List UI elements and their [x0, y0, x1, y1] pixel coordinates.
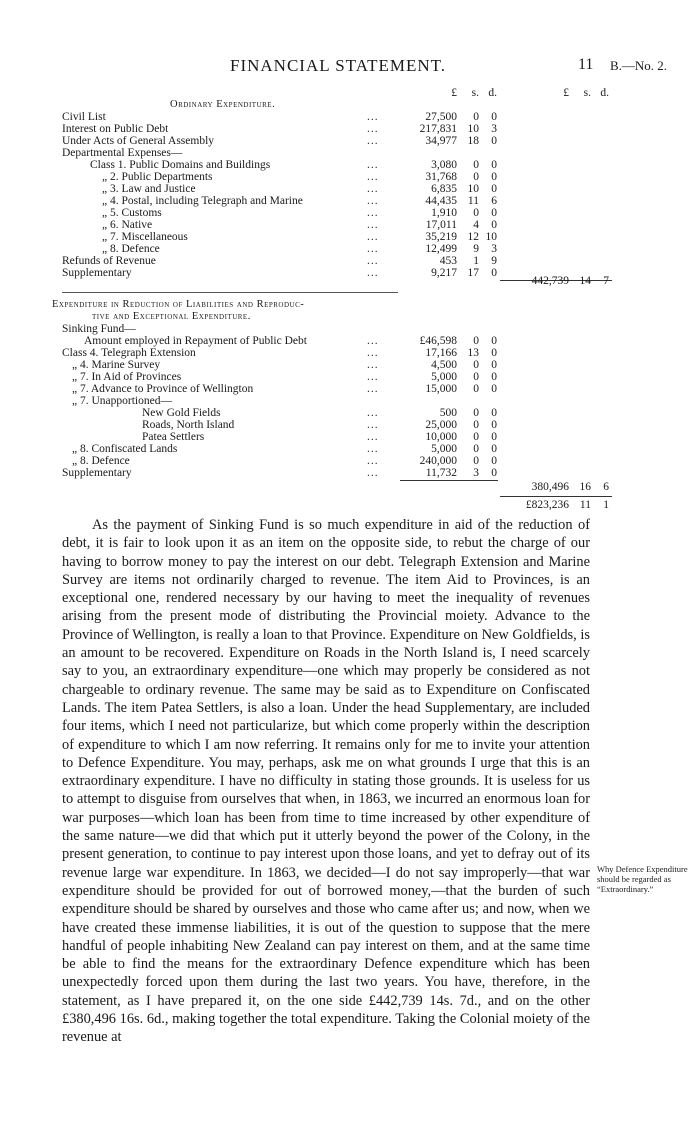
- amount-pence: 0: [491, 455, 497, 467]
- leader-dots: ...: [367, 219, 379, 231]
- amount-shillings: 0: [473, 159, 479, 171]
- amount-shillings: 0: [473, 455, 479, 467]
- row-label: Interest on Public Debt: [62, 123, 169, 135]
- amount-pounds: 5,000: [431, 443, 457, 455]
- amount-shillings: 17: [467, 267, 479, 279]
- amount-shillings: 0: [473, 431, 479, 443]
- amount-pence: 0: [491, 467, 497, 479]
- amount-shillings: 18: [467, 135, 479, 147]
- table-row: [62, 207, 622, 219]
- leader-dots: ...: [367, 419, 379, 431]
- leader-dots: ...: [367, 195, 379, 207]
- grand-total-pence: 1: [603, 499, 609, 511]
- leader-dots: ...: [367, 123, 379, 135]
- amount-pounds: 44,435: [425, 195, 457, 207]
- amount-pence: 0: [491, 111, 497, 123]
- amount-pence: 10: [485, 231, 497, 243]
- rule: [400, 480, 498, 481]
- section-heading: Ordinary Expenditure.: [170, 99, 276, 110]
- row-label: Amount employed in Repayment of Public Debt: [84, 335, 307, 347]
- amount-pence: 3: [491, 243, 497, 255]
- reduction-total-row: [62, 479, 622, 493]
- col-pound: £: [451, 87, 457, 99]
- reduction-total-pounds: 380,496: [531, 481, 569, 493]
- leader-dots: ...: [367, 335, 379, 347]
- amount-shillings: 13: [467, 347, 479, 359]
- col-pence-total: d.: [600, 87, 609, 99]
- expenditure-table: [52, 87, 622, 511]
- amount-shillings: 9: [473, 243, 479, 255]
- reduction-rows: [62, 323, 622, 479]
- amount-pence: 0: [491, 419, 497, 431]
- row-label: Civil List: [62, 111, 106, 123]
- table-row: [62, 419, 622, 431]
- ordinary-total-shillings: 14: [579, 275, 591, 287]
- leader-dots: ...: [367, 455, 379, 467]
- table-row: [62, 359, 622, 371]
- leader-dots: ...: [367, 431, 379, 443]
- row-label: Patea Settlers: [142, 431, 205, 443]
- amount-pounds: £46,598: [419, 335, 457, 347]
- leader-dots: ...: [367, 359, 379, 371]
- amount-pence: 0: [491, 347, 497, 359]
- row-label: „ 7. Advance to Province of Wellington: [72, 383, 254, 395]
- table-row: [62, 455, 622, 467]
- leader-dots: ...: [367, 467, 379, 479]
- amount-pence: 9: [491, 255, 497, 267]
- table-row: [62, 195, 622, 207]
- amount-shillings: 4: [473, 219, 479, 231]
- reduction-heading-row-1: [52, 299, 622, 311]
- reduction-total-pence: 6: [603, 481, 609, 493]
- row-label: „ 5. Customs: [102, 207, 162, 219]
- table-row: [62, 231, 622, 243]
- table-row: [62, 135, 622, 147]
- col-shilling: s.: [471, 87, 479, 99]
- amount-pounds: 240,000: [419, 455, 457, 467]
- row-label: Roads, North Island: [142, 419, 235, 431]
- amount-shillings: 12: [467, 231, 479, 243]
- row-label: „ 8. Confiscated Lands: [72, 443, 178, 455]
- amount-pounds: 35,219: [425, 231, 457, 243]
- ordinary-total-row: [62, 275, 622, 287]
- row-label: „ 7. Miscellaneous: [102, 231, 188, 243]
- amount-pounds: 31,768: [425, 171, 457, 183]
- amount-pounds: 27,500: [425, 111, 457, 123]
- table-row: [62, 383, 622, 395]
- row-label: „ 6. Native: [102, 219, 153, 231]
- row-label: „ 2. Public Departments: [102, 171, 213, 183]
- amount-pounds: 5,000: [431, 371, 457, 383]
- leader-dots: ...: [367, 255, 379, 267]
- grand-total-row: [62, 493, 622, 509]
- amount-pounds: 34,977: [425, 135, 457, 147]
- amount-pounds: 6,835: [431, 183, 457, 195]
- table-row: [62, 147, 622, 159]
- amount-pounds: 3,080: [431, 159, 457, 171]
- amount-pounds: 4,500: [431, 359, 457, 371]
- ordinary-total-pounds: 442,739: [531, 275, 569, 287]
- amount-pence: 0: [491, 135, 497, 147]
- leader-dots: ...: [367, 111, 379, 123]
- row-label: „ 8. Defence: [102, 243, 160, 255]
- leader-dots: ...: [367, 443, 379, 455]
- table-row: [62, 183, 622, 195]
- amount-shillings: 10: [467, 123, 479, 135]
- margin-note: Why Defence Expenditure should be regarded as “Extraordinary.”: [597, 864, 688, 894]
- column-headers: [62, 87, 622, 99]
- leader-dots: ...: [367, 135, 379, 147]
- amount-pounds: 453: [439, 255, 457, 267]
- reduction-heading-row-2: [62, 311, 622, 323]
- amount-pounds: 9,217: [431, 267, 457, 279]
- table-row: [62, 323, 622, 335]
- row-label: Class 4. Telegraph Extension: [62, 347, 196, 359]
- amount-pence: 0: [491, 219, 497, 231]
- amount-pence: 6: [491, 195, 497, 207]
- amount-pounds: 15,000: [425, 383, 457, 395]
- row-label: „ 4. Postal, including Telegraph and Marine: [102, 195, 303, 207]
- amount-shillings: 0: [473, 371, 479, 383]
- amount-pounds: 1,910: [431, 207, 457, 219]
- table-row: [62, 395, 622, 407]
- amount-shillings: 0: [473, 419, 479, 431]
- amount-pence: 0: [491, 371, 497, 383]
- table-row: [62, 243, 622, 255]
- grand-total-pounds: £823,236: [525, 499, 569, 511]
- amount-shillings: 3: [473, 467, 479, 479]
- row-label: Departmental Expenses—: [62, 147, 183, 159]
- section-heading: Expenditure in Reduction of Liabilities and Reproduc-: [52, 299, 305, 310]
- table-row: [62, 347, 622, 359]
- row-label: New Gold Fields: [142, 407, 221, 419]
- table-row: [62, 159, 622, 171]
- leader-dots: ...: [367, 407, 379, 419]
- table-row: [62, 335, 622, 347]
- row-label: Class 1. Public Domains and Buildings: [90, 159, 271, 171]
- leader-dots: ...: [367, 243, 379, 255]
- col-shilling-total: s.: [583, 87, 591, 99]
- table-row: [62, 123, 622, 135]
- table-row: [62, 219, 622, 231]
- amount-pounds: 500: [439, 407, 457, 419]
- amount-pence: 0: [491, 159, 497, 171]
- document-reference: B.—No. 2.: [610, 58, 668, 73]
- row-label: „ 7. In Aid of Provinces: [72, 371, 182, 383]
- amount-pence: 0: [491, 171, 497, 183]
- section-heading: tive and Exceptional Expenditure.: [92, 311, 251, 322]
- row-label: Refunds of Revenue: [62, 255, 156, 267]
- ordinary-rows: [62, 111, 622, 279]
- amount-pence: 0: [491, 359, 497, 371]
- amount-shillings: 0: [473, 383, 479, 395]
- col-pence: d.: [488, 87, 497, 99]
- col-pound-total: £: [563, 87, 569, 99]
- row-label: Under Acts of General Assembly: [62, 135, 215, 147]
- table-row: [62, 111, 622, 123]
- amount-shillings: 1: [473, 255, 479, 267]
- row-label: Sinking Fund—: [62, 323, 136, 335]
- row-label: „ 4. Marine Survey: [72, 359, 161, 371]
- section-divider: [62, 292, 398, 299]
- amount-pence: 0: [491, 207, 497, 219]
- table-row: [62, 255, 622, 267]
- amount-shillings: 0: [473, 407, 479, 419]
- amount-pence: 0: [491, 431, 497, 443]
- page-number: 11: [578, 56, 594, 73]
- row-label: „ 8. Defence: [72, 455, 130, 467]
- leader-dots: ...: [367, 231, 379, 243]
- reduction-total-shillings: 16: [579, 481, 591, 493]
- table-row: [62, 443, 622, 455]
- body-paragraph: As the payment of Sinking Fund is so much expenditure in aid of the reduction of debt, it is fair to look upon it as an item on the opposite side, to rebut the charge of our having to borrow money to pay the interest on our debt. Telegraph Extension and Marine Survey are items not ordinarily charged to revenue. The item Aid to Provinces, is an exceptional one, rendered necessary by our having to meet the inequality of revenues arising from the present mode of distributing the Provincial moiety. Advance to the Province of Wellington, is really a loan to that Province. Expenditure on New Goldfields, is an amount to be recovered. Expenditure on Roads in the North Island is, I need scarcely say to you, an extraordinary expenditure—one which may properly be considered as not chargeable to ordinary revenue. The same may be said as to Expenditure on Confiscated Lands. The item Patea Settlers, is also a loan. Under the head Supplementary, are included four items, which I need not particularize, but which come properly within the description of expenditure to which I am now referring. It remains only for me to invite your attention to Defence Expenditure. You may, perhaps, ask me on what grounds I urge that this is an extraordinary expenditure. I have no difficulty in stating those grounds. It is useless for us to attempt to disguise from ourselves that when, in 1863, we incurred an enormous loan for war purposes—which loan has been from time to time increased by other expenditure of the same nature—we did that which put it utterly beyond the power of the Colony, in the present generation, to continue to pay interest upon those loans, and yet to defray out of its revenue large war expenditure. In 1863, we decided—I do not say improperly—that war expenditure should be provided for out of borrowed money,—that the burden of such expenditure should be shared by ourselves and those who came after us; and now, when we have created these immense liabilities, it is out of the question to suppose that the mere handful of people inhabiting New Zealand can pay interest on them, and at the same time be able to find the means for the extraordinary Defence expenditure which has been unexpectedly forced upon them during the last two years. You have, therefore, in the statement, as I have prepared it, on the one side £442,739 14s. 7d., and on the other £380,496 16s. 6d., making together the total expenditure. Taking the Colonial moiety of the revenue at: [62, 517, 590, 1046]
- table-row: [62, 467, 622, 479]
- grand-total-shillings: 11: [579, 499, 591, 511]
- amount-pounds: 217,831: [419, 123, 457, 135]
- amount-pence: 0: [491, 335, 497, 347]
- amount-pounds: 11,732: [425, 467, 457, 479]
- amount-pence: 0: [491, 443, 497, 455]
- table-row: [62, 407, 622, 419]
- amount-shillings: 0: [473, 207, 479, 219]
- amount-pounds: 25,000: [425, 419, 457, 431]
- leader-dots: ...: [367, 267, 379, 279]
- leader-dots: ...: [367, 207, 379, 219]
- row-label: „ 3. Law and Justice: [102, 183, 196, 195]
- amount-shillings: 10: [467, 183, 479, 195]
- leader-dots: ...: [367, 347, 379, 359]
- amount-shillings: 0: [473, 335, 479, 347]
- row-label: „ 7. Unapportioned—: [72, 395, 172, 407]
- ordinary-total-pence: 7: [603, 275, 609, 287]
- amount-pounds: 10,000: [425, 431, 457, 443]
- amount-pence: 0: [491, 383, 497, 395]
- amount-shillings: 0: [473, 443, 479, 455]
- amount-pounds: 12,499: [425, 243, 457, 255]
- amount-pence: 0: [491, 183, 497, 195]
- leader-dots: ...: [367, 371, 379, 383]
- rule: [500, 496, 612, 497]
- amount-shillings: 0: [473, 111, 479, 123]
- amount-pence: 0: [491, 267, 497, 279]
- amount-pence: 0: [491, 407, 497, 419]
- row-label: Supplementary: [62, 467, 132, 479]
- amount-pence: 3: [491, 123, 497, 135]
- row-label: Supplementary: [62, 267, 132, 279]
- table-row: [62, 431, 622, 443]
- table-row: [62, 171, 622, 183]
- amount-shillings: 11: [467, 195, 479, 207]
- amount-pounds: 17,166: [425, 347, 457, 359]
- leader-dots: ...: [367, 171, 379, 183]
- amount-shillings: 0: [473, 359, 479, 371]
- ordinary-heading-row: [62, 99, 622, 111]
- leader-dots: ...: [367, 383, 379, 395]
- table-row: [62, 371, 622, 383]
- amount-pounds: 17,011: [425, 219, 457, 231]
- leader-dots: ...: [367, 159, 379, 171]
- page-title: FINANCIAL STATEMENT.: [230, 56, 447, 75]
- amount-shillings: 0: [473, 171, 479, 183]
- leader-dots: ...: [367, 183, 379, 195]
